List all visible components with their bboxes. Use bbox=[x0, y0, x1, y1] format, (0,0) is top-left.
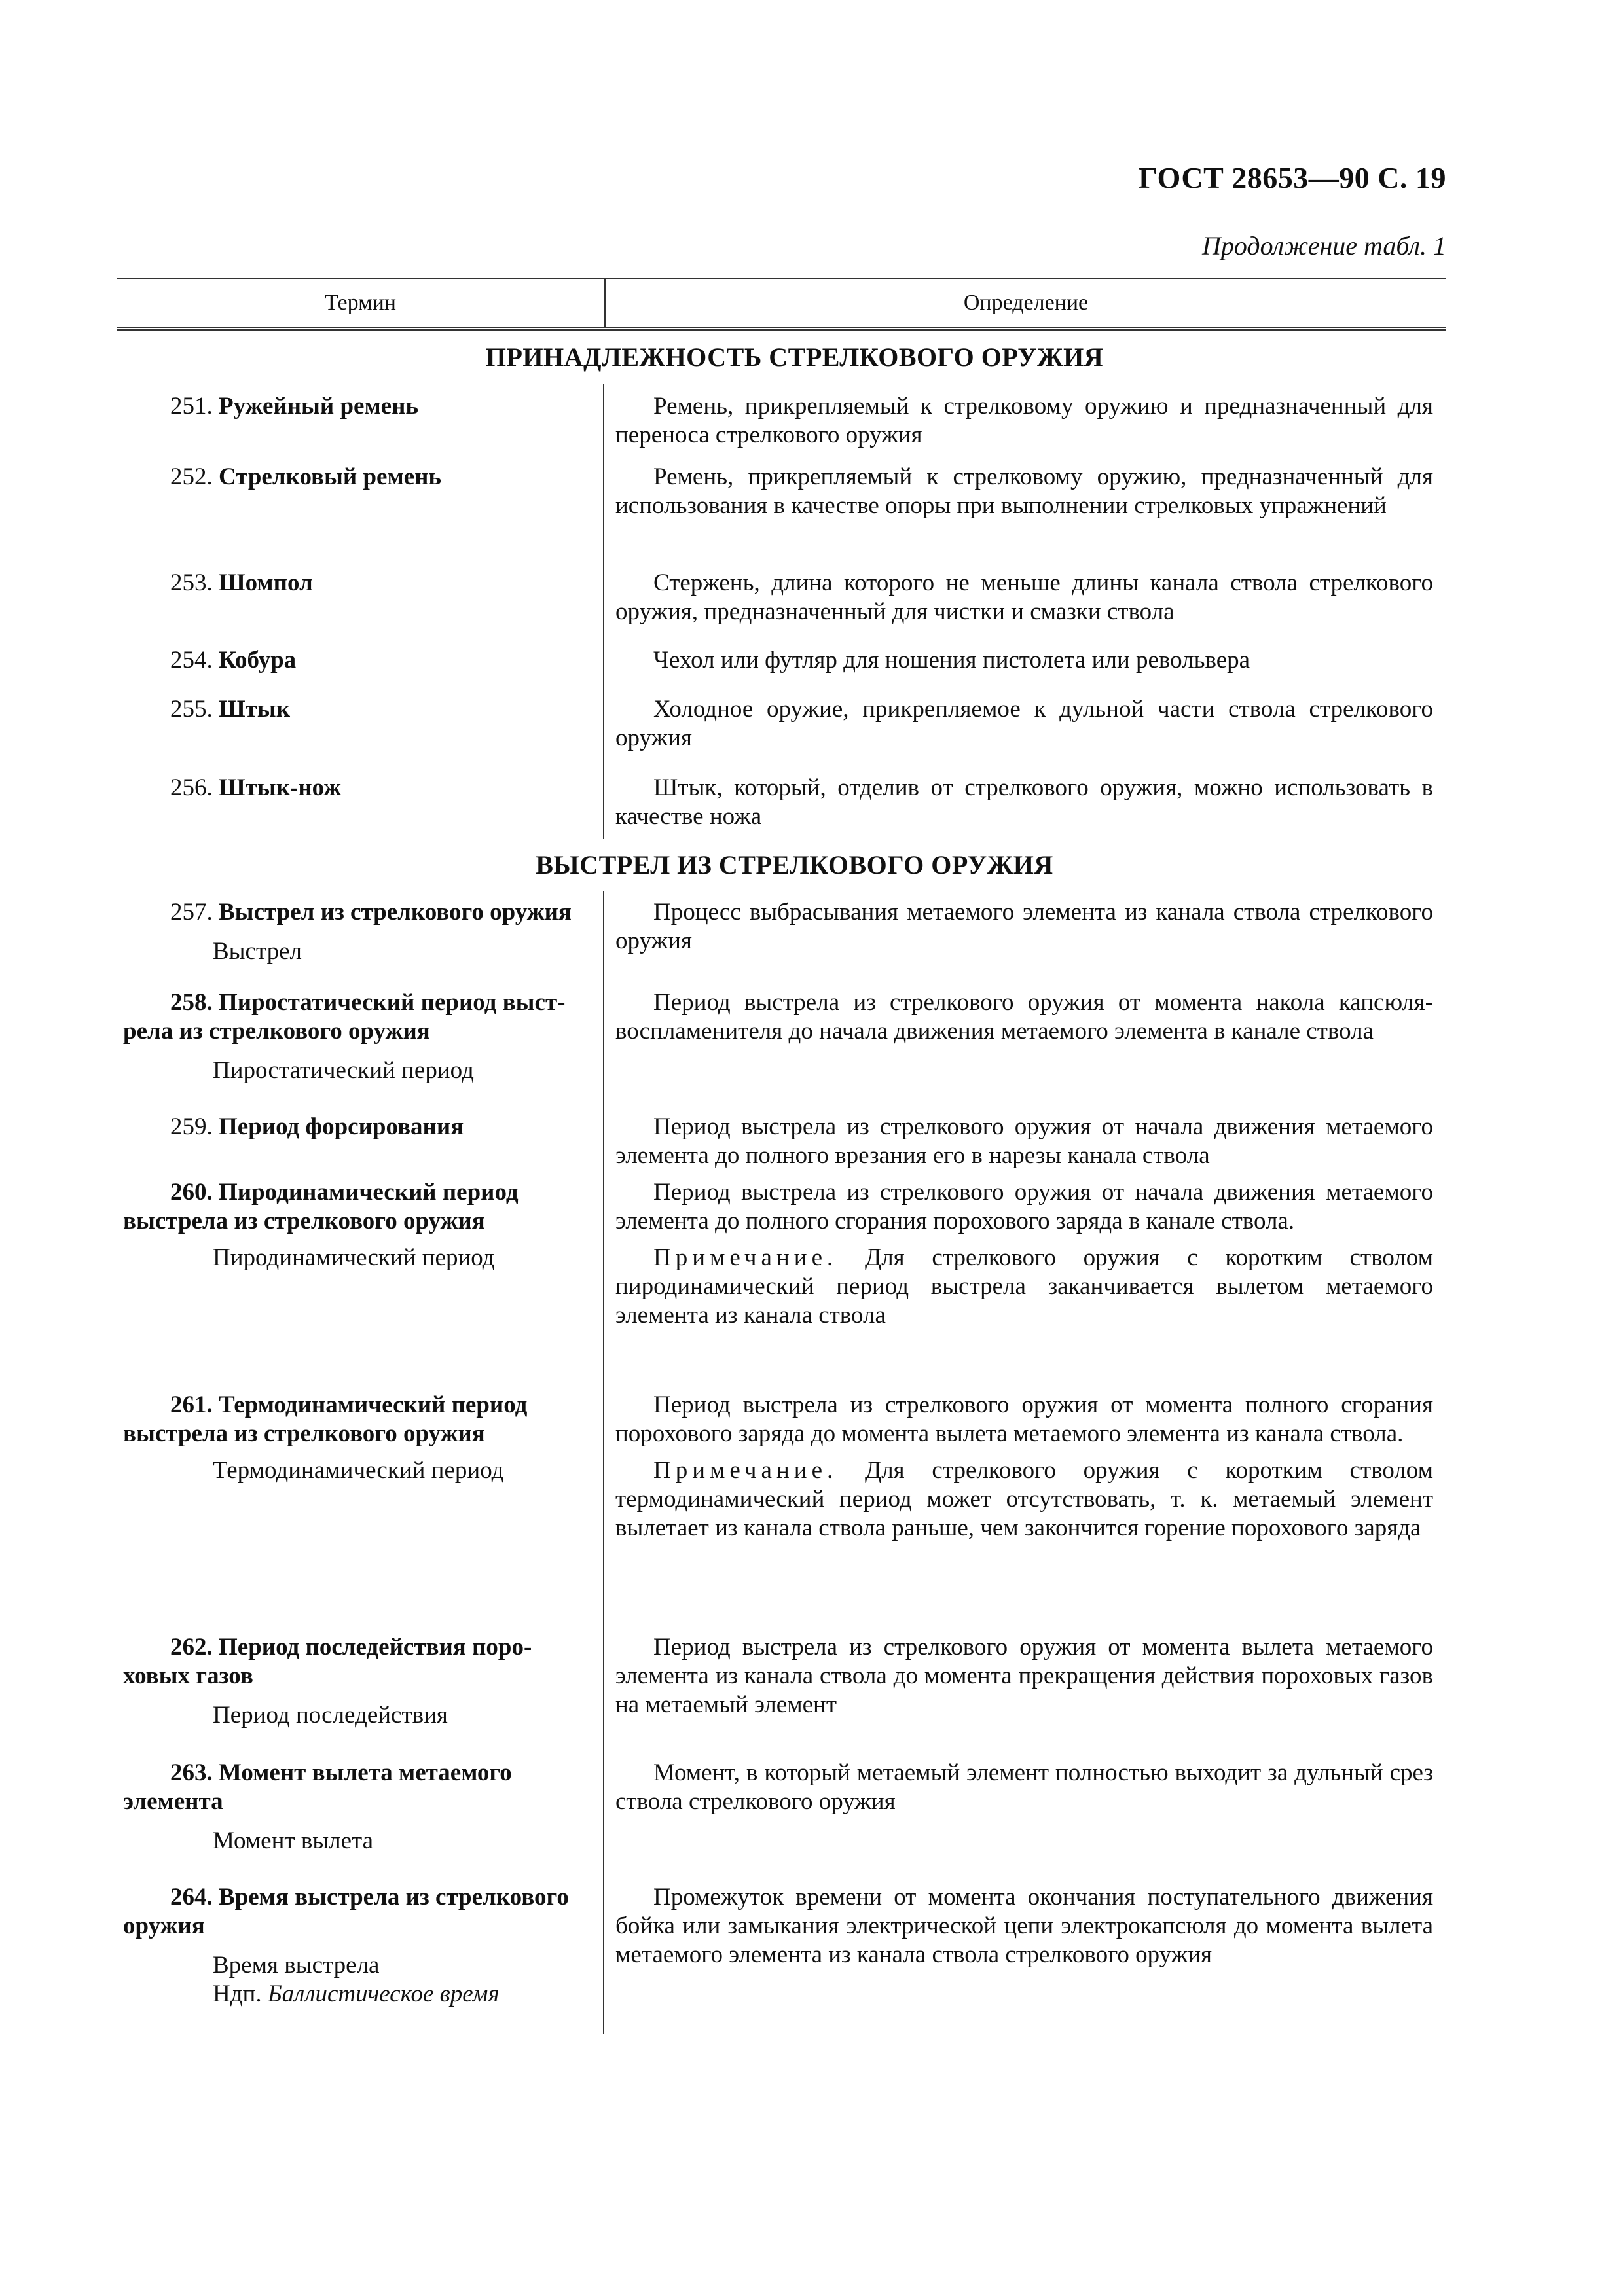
terms-table bbox=[117, 278, 1446, 2034]
term-name: Время выстрела из стрелкового bbox=[219, 1884, 569, 1910]
definition-text: Стержень, длина которого не меньше длины канала ствола стрелкового оружия, предназначенный для чистки и смазки ствола bbox=[615, 569, 1433, 625]
definition-text: Ремень, прикрепляемый к стрелковому оружию, предназначенный для использования в качестве опоры при выполнении стрелковых упражнений bbox=[615, 463, 1433, 519]
definition-cell bbox=[604, 1178, 1446, 1391]
term-cell bbox=[117, 1883, 604, 2034]
term-cell bbox=[117, 774, 604, 839]
short-term: Период последействия bbox=[213, 1702, 448, 1729]
term-line bbox=[123, 646, 594, 675]
definition-text: Период выстрела из стрелкового оружия от начала движения метаемого элемента до полного сгорания порохового заряда в канале ствола. bbox=[615, 1179, 1433, 1234]
term-line bbox=[123, 1759, 594, 1787]
term-line bbox=[123, 898, 594, 927]
note-label: Примечание. bbox=[653, 1244, 838, 1271]
table-row bbox=[117, 1391, 1446, 1633]
term-name: Шомпол bbox=[219, 569, 313, 596]
term-number: 254. bbox=[170, 647, 213, 673]
term-number: 257. bbox=[170, 899, 213, 925]
term-cell bbox=[117, 646, 604, 695]
note-text: Для стрелкового оружия с коротким стволом термодинамический период может отсутствовать, т. к. метаемый элемент вылетает из канала ствола раньше, чем закончится горение порохового заряда bbox=[615, 1457, 1434, 1541]
term-line: выстрела из стрелкового оружия bbox=[123, 1420, 485, 1447]
term-number: 259. bbox=[170, 1113, 213, 1140]
table-row bbox=[117, 569, 1446, 646]
table-row bbox=[117, 1759, 1446, 1883]
note-label: Примечание. bbox=[653, 1457, 838, 1484]
column-header-term: Термин bbox=[117, 279, 606, 327]
term-line bbox=[123, 1391, 594, 1420]
section-title: ПРИНАДЛЕЖНОСТЬ СТРЕЛКОВОГО ОРУЖИЯ bbox=[485, 342, 1104, 372]
term-line bbox=[123, 1178, 594, 1207]
ndp-prefix: Ндп. bbox=[213, 1981, 262, 2007]
short-term: Время выстрела bbox=[213, 1952, 380, 1979]
term-number: 258. bbox=[170, 989, 213, 1016]
term-cell bbox=[117, 569, 604, 646]
definition-text: Чехол или футляр для ношения пистолета или револьвера bbox=[653, 647, 1250, 673]
short-term: Момент вылета bbox=[213, 1827, 374, 1854]
term-cell bbox=[117, 1178, 604, 1391]
term-line: ховых газов bbox=[123, 1662, 253, 1689]
term-line: оружия bbox=[123, 1912, 205, 1939]
definition-cell bbox=[604, 569, 1446, 646]
term-line bbox=[123, 774, 594, 802]
table-row bbox=[117, 774, 1446, 839]
table-row bbox=[117, 988, 1446, 1113]
definition-text: Период выстрела из стрелкового оружия от начала движения метаемого элемента до полного врезания его в нарезы канала ствола bbox=[615, 1113, 1433, 1169]
term-cell bbox=[117, 384, 604, 463]
definition-cell bbox=[604, 1633, 1446, 1759]
short-term: Пиродинамический период bbox=[213, 1244, 495, 1271]
table-row bbox=[117, 1883, 1446, 2034]
definition-text: Промежуток времени от момента окончания поступательного движения бойка или замыкания электрической цепи электрокапсюля до момента вылета метаемого элемента из канала ствола стрелкового оружия bbox=[615, 1884, 1433, 1968]
term-number: 256. bbox=[170, 774, 213, 801]
term-line bbox=[123, 1883, 594, 1912]
term-cell bbox=[117, 1391, 604, 1633]
term-name: Момент вылета метаемого bbox=[219, 1759, 512, 1786]
term-cell bbox=[117, 891, 604, 988]
page-header: ГОСТ 28653—90 С. 19 bbox=[1138, 161, 1446, 194]
term-line: выстрела из стрелкового оружия bbox=[123, 1208, 485, 1234]
table-header-row bbox=[117, 279, 1446, 331]
table-row bbox=[117, 1633, 1446, 1759]
table-row bbox=[117, 1113, 1446, 1178]
definition-text: Процесс выбрасывания метаемого элемента из канала ствола стрелкового оружия bbox=[615, 899, 1433, 954]
term-number: 262. bbox=[170, 1634, 213, 1660]
term-line bbox=[123, 988, 594, 1017]
term-number: 263. bbox=[170, 1759, 213, 1786]
term-name: Штык bbox=[219, 696, 291, 723]
definition-cell bbox=[604, 891, 1446, 988]
term-name: Выстрел из стрелкового оружия bbox=[219, 899, 572, 925]
term-name: Кобура bbox=[219, 647, 297, 673]
term-number: 264. bbox=[170, 1884, 213, 1910]
table-row bbox=[117, 1178, 1446, 1391]
term-name: Термодинамический период bbox=[219, 1391, 528, 1418]
table-continuation-label: Продолжение табл. 1 bbox=[1201, 231, 1446, 260]
term-name: Стрелковый ремень bbox=[219, 463, 441, 490]
definition-text: Ремень, прикрепляемый к стрелковому оружию и предназначенный для переноса стрелкового оружия bbox=[615, 393, 1433, 448]
definition-cell bbox=[604, 646, 1446, 695]
term-cell bbox=[117, 463, 604, 569]
definition-text: Период выстрела из стрелкового оружия от момента вылета метаемого элемента из канала ствола до момента прекращения действия пороховых газов на метаемый элемент bbox=[615, 1634, 1433, 1718]
term-line bbox=[123, 463, 594, 492]
term-name: Штык-нож bbox=[219, 774, 342, 801]
definition-note bbox=[615, 1244, 1433, 1330]
definition-cell bbox=[604, 384, 1446, 463]
term-cell bbox=[117, 1759, 604, 1883]
term-name: Ружейный ремень bbox=[219, 393, 418, 420]
term-name: Период форсирования bbox=[219, 1113, 464, 1140]
term-line bbox=[123, 569, 594, 598]
short-term: Выстрел bbox=[213, 938, 302, 965]
column-header-definition: Определение bbox=[963, 291, 1089, 315]
term-name: Пиростатический период выст- bbox=[219, 989, 566, 1016]
short-term: Пиростатический период bbox=[213, 1057, 474, 1084]
term-cell bbox=[117, 1633, 604, 1759]
term-line bbox=[123, 1633, 594, 1662]
definition-cell bbox=[604, 1759, 1446, 1883]
definition-cell bbox=[604, 695, 1446, 774]
term-cell bbox=[117, 695, 604, 774]
table-row bbox=[117, 384, 1446, 463]
term-cell bbox=[117, 1113, 604, 1178]
definition-cell bbox=[604, 1391, 1446, 1633]
definition-cell bbox=[604, 1883, 1446, 2034]
table-row bbox=[117, 891, 1446, 988]
table-row bbox=[117, 695, 1446, 774]
definition-cell bbox=[604, 988, 1446, 1113]
definition-text: Момент, в который метаемый элемент полностью выходит за дульный срез ствола стрелкового оружия bbox=[615, 1759, 1433, 1815]
term-number: 253. bbox=[170, 569, 213, 596]
term-line bbox=[123, 1113, 594, 1141]
section-title: ВЫСТРЕЛ ИЗ СТРЕЛКОВОГО ОРУЖИЯ bbox=[536, 850, 1053, 880]
ndp-term: Баллистическое время bbox=[267, 1981, 500, 2007]
term-line bbox=[123, 695, 594, 724]
definition-cell bbox=[604, 774, 1446, 839]
not-allowed-term bbox=[123, 1980, 594, 2009]
definition-cell bbox=[604, 463, 1446, 569]
table-row bbox=[117, 646, 1446, 695]
term-cell bbox=[117, 988, 604, 1113]
note-text: Для стрелкового оружия с коротким стволом пиродинамический период выстрела заканчивается вылетом метаемого элемента из канала ствола bbox=[615, 1244, 1434, 1329]
term-number: 251. bbox=[170, 393, 213, 420]
term-number: 255. bbox=[170, 696, 213, 723]
term-line: элемента bbox=[123, 1788, 223, 1815]
table-row bbox=[117, 463, 1446, 569]
definition-text: Период выстрела из стрелкового оружия от момента полного сгорания порохового заряда до момента вылета метаемого элемента из канала ствола. bbox=[615, 1391, 1433, 1447]
term-number: 261. bbox=[170, 1391, 213, 1418]
term-number: 260. bbox=[170, 1179, 213, 1206]
definition-text: Период выстрела из стрелкового оружия от момента накола капсюля-воспламенителя до начала движения метаемого элемента в канале ствола bbox=[615, 989, 1433, 1045]
definition-note bbox=[615, 1456, 1433, 1543]
term-number: 252. bbox=[170, 463, 213, 490]
definition-text: Штык, который, отделив от стрелкового оружия, можно использовать в качестве ножа bbox=[615, 774, 1433, 830]
short-term: Термодинамический период bbox=[213, 1457, 504, 1484]
definition-cell bbox=[604, 1113, 1446, 1178]
term-name: Период последействия поро- bbox=[219, 1634, 532, 1660]
definition-text: Холодное оружие, прикрепляемое к дульной части ствола стрелкового оружия bbox=[615, 696, 1433, 751]
term-line bbox=[123, 392, 594, 421]
term-name: Пиродинамический период bbox=[219, 1179, 519, 1206]
term-line: рела из стрелкового оружия bbox=[123, 1018, 430, 1045]
